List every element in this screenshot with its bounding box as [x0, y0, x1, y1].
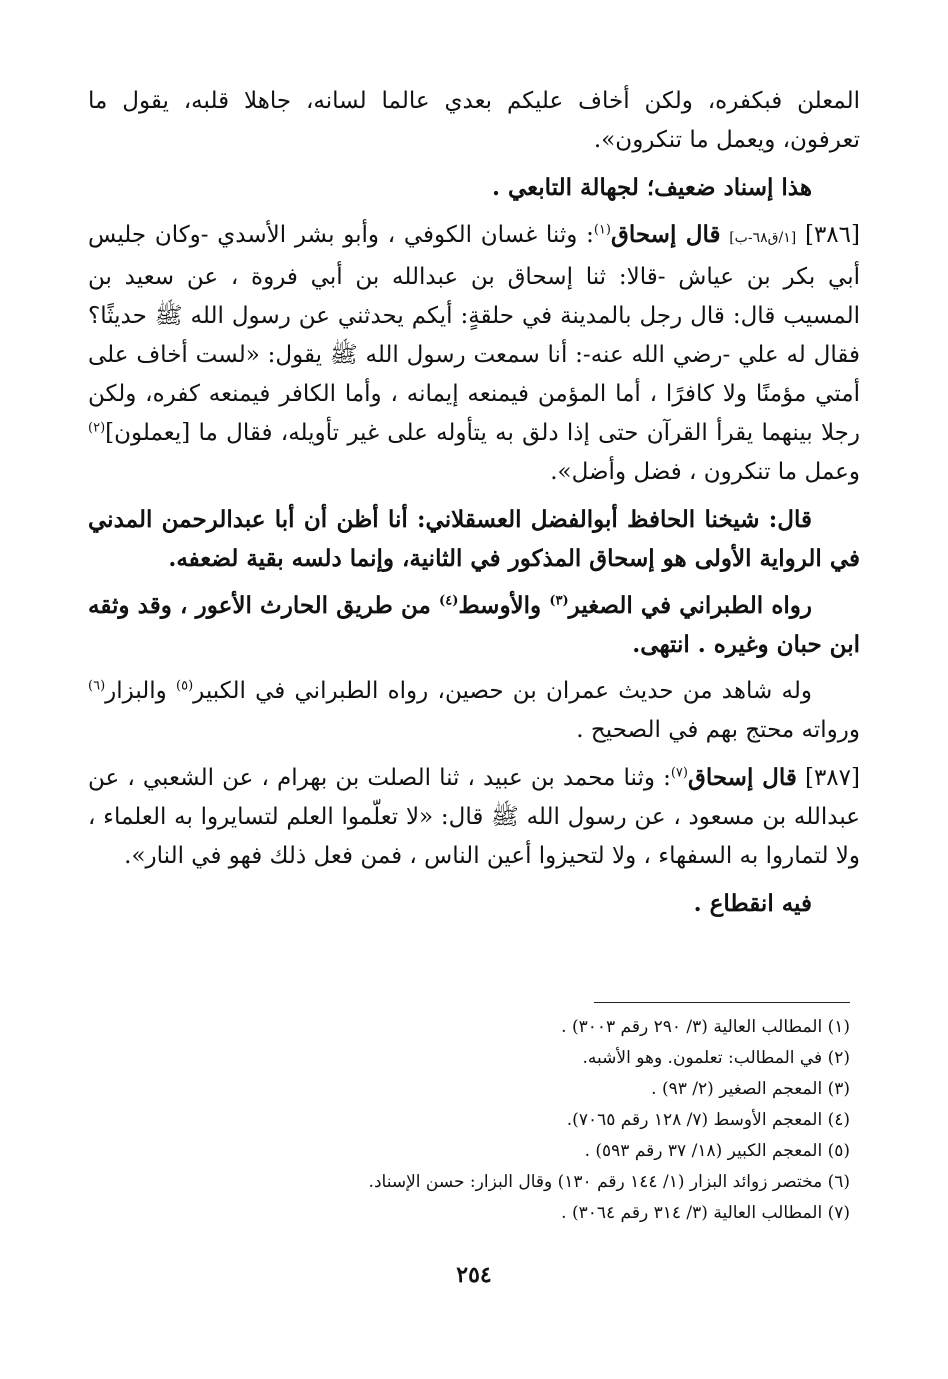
paragraph-hadith-387: [88, 758, 860, 876]
hadith-text: : وثنا محمد بن عبيد ، ثنا الصلت بن بهرام ، عن الشعبي ، عن عبدالله بن مسعود ، عن رسول الله ﷺ قال: «لا تعلّموا العلم لتسايروا به العلماء ، ولا لتماروا به السفهاء ، ولا لتحيزوا أعين الناس ، فمن فعل ذلك فهو في النار».: [88, 765, 860, 869]
footnote-ref-6: (٦): [88, 678, 106, 694]
narrator-lead: قال إسحاق: [687, 764, 797, 791]
takhrij-text-c: من طريق الحارث الأعور ، وقد وثقه ابن حبان وغيره . انتهى.: [88, 592, 860, 658]
footnote-ref-3: (٣): [549, 593, 569, 609]
hadith-number: [٣٨٦]: [804, 222, 860, 248]
footnote-7: (٧) المطالب العالية (٣/ ٣١٤ رقم ٣٠٦٤) .: [561, 1203, 850, 1223]
paragraph-takhrij: [88, 586, 860, 664]
footnote-divider: [594, 1002, 850, 1003]
footnote-1: (١) المطالب العالية (٣/ ٢٩٠ رقم ٣٠٠٣) .: [561, 1017, 850, 1037]
paragraph-hadith-ending: المعلن فبكفره، ولكن أخاف عليكم بعدي عالما لسانه، جاهلا قلبه، يقول ما تعرفون، ويعمل ما تنكرون».: [88, 88, 860, 153]
hadith-text-end: وعمل ما تنكرون ، فضل وأضل».: [550, 459, 860, 485]
hadith-text: : وثنا غسان الكوفي ، وأبو بشر الأسدي -وكان جليس أبي بكر بن عياش -قالا: ثنا إسحاق بن عبدالله بن أبي فروة ، عن سعيد بن المسيب قال: قال رجل بالمدينة في حلقةٍ: أيكم يحدثني عن رسول الله ﷺ حديثًا؟ فقال له علي -رضي الله عنه-: أنا سمعت رسول الله ﷺ يقول: «لست أخاف على أمتي مؤمنًا ولا كافرًا ، أما المؤمن فيمنعه إيمانه ، وأما الكافر فيمنعه كفره، ولكن رجلا بينهما يقرأ القرآن حتى إذا دلق به يتأوله على غير تأويله، فقال ما [يعملون]: [88, 222, 860, 446]
footnotes: [90, 1012, 850, 1229]
takhrij-text-a: رواه الطبراني في الصغير: [568, 592, 812, 619]
footnote-ref-5: (٥): [176, 678, 194, 694]
footnote-3: (٣) المعجم الصغير (٢/ ٩٣) .: [651, 1079, 850, 1099]
witness-text-b: والبزار: [105, 678, 177, 704]
narrator-lead: قال إسحاق: [610, 221, 721, 248]
witness-text-a: وله شاهد من حديث عمران بن حصين، رواه الطبراني في الكبير: [193, 678, 812, 704]
footnote-ref-7: (٧): [670, 765, 688, 781]
paragraph-grading: هذا إسناد ضعيف؛ لجهالة التابعي .: [492, 174, 812, 201]
paragraph-sheikh-comment: قال: شيخنا الحافظ أبوالفضل العسقلاني: أنا أظن أن أبا عبدالرحمن المدني في الرواية الأولى هو إسحاق المذكور في الثانية، وإنما دلسه بقية لضعفه.: [88, 506, 860, 572]
footnote-2: (٢) في المطالب: تعلمون. وهو الأشبه.: [582, 1048, 850, 1068]
footnote-ref-2: (٢): [88, 420, 106, 436]
hadith-number: [٣٨٧]: [804, 765, 860, 791]
footnote-5: (٥) المعجم الكبير (١٨/ ٣٧ رقم ٥٩٣) .: [584, 1141, 850, 1161]
footnote-ref-4: (٤): [439, 593, 459, 609]
footnote-ref-1: (١): [593, 222, 611, 238]
takhrij-text-b: والأوسط: [458, 592, 550, 619]
paragraph-witness: [88, 672, 860, 750]
main-text: [88, 82, 860, 923]
footnote-4: (٤) المعجم الأوسط (٧/ ١٢٨ رقم ٧٠٦٥).: [566, 1110, 850, 1130]
page-number: ٢٥٤: [456, 1262, 492, 1288]
manuscript-ref: [١/ق٦٨-ب]: [729, 230, 797, 246]
footnote-6: (٦) مختصر زوائد البزار (١/ ١٤٤ رقم ١٣٠) وقال البزار: حسن الإسناد.: [368, 1172, 850, 1192]
paragraph-hadith-386: [88, 215, 860, 492]
witness-text-c: ورواته محتج بهم في الصحيح .: [576, 717, 860, 743]
paragraph-grading-final: فيه انقطاع .: [693, 890, 812, 917]
